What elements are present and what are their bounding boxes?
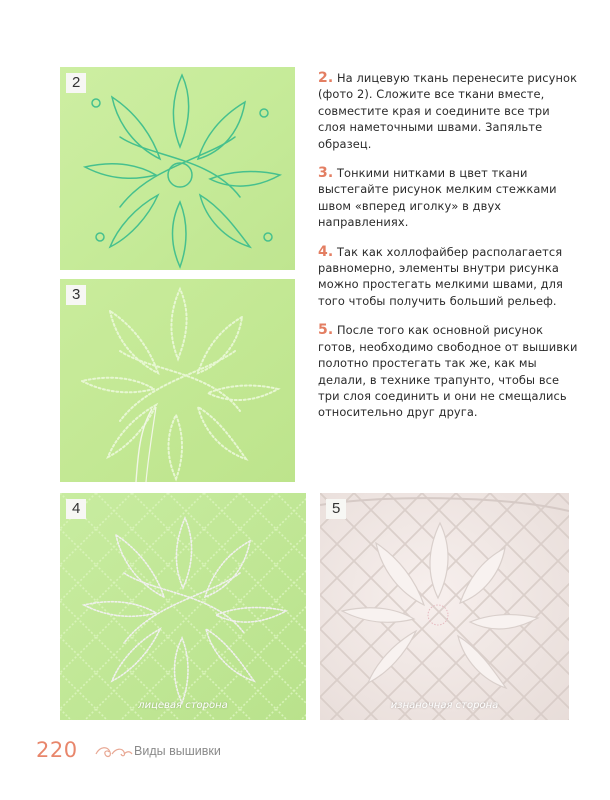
step-5	[318, 322, 580, 420]
step-5-text: После того как основной рисунок готов, необходимо свободное от вышивки полотно простегать так же, как мы делали, в технике трапунто, чтобы все три слоя соединить и они не смещались относительно друг друга.	[318, 323, 578, 420]
photo-3-number: 3	[66, 285, 86, 305]
photo-4-caption: лицевая сторона	[138, 700, 228, 711]
section-title: Виды вышивки	[134, 744, 221, 758]
photo-5-image	[320, 493, 569, 720]
photo-5-number: 5	[326, 499, 346, 519]
step-2-text: На лицевую ткань перенесите рисунок (фото 2). Сложите все ткани вместе, совместите края и соедините все три слоя наметочными швами. Запяльте образец.	[318, 71, 578, 151]
step-2	[318, 70, 580, 152]
page-number: 220	[36, 738, 78, 762]
step-4-text: Так как холлофайбер располагается равномерно, элементы внутри рисунка можно простегать мелкими швами, для того чтобы получить больший рельеф.	[318, 244, 563, 308]
photo-3-image	[60, 279, 295, 482]
step-3	[318, 165, 580, 231]
photo-5	[320, 493, 569, 720]
photo-2-number: 2	[66, 73, 86, 93]
step-4-number: 4.	[318, 243, 334, 260]
instruction-steps	[318, 70, 580, 434]
step-4	[318, 244, 580, 310]
step-5-number: 5.	[318, 322, 334, 339]
step-3-number: 3.	[318, 165, 334, 182]
photo-4	[60, 493, 306, 720]
photo-2-image	[60, 67, 295, 270]
step-2-number: 2.	[318, 70, 334, 86]
photo-4-image	[60, 493, 306, 720]
photo-3	[60, 279, 295, 482]
photo-2	[60, 67, 295, 270]
step-3-text: Тонкими нитками в цвет ткани выстегайте рисунок мелким стежками швом «вперед иголку» в двух направлениях.	[318, 166, 557, 230]
photo-5-caption: изнаночная сторона	[390, 700, 499, 711]
swirl-ornament-icon	[94, 742, 134, 760]
photo-4-number: 4	[66, 499, 86, 519]
